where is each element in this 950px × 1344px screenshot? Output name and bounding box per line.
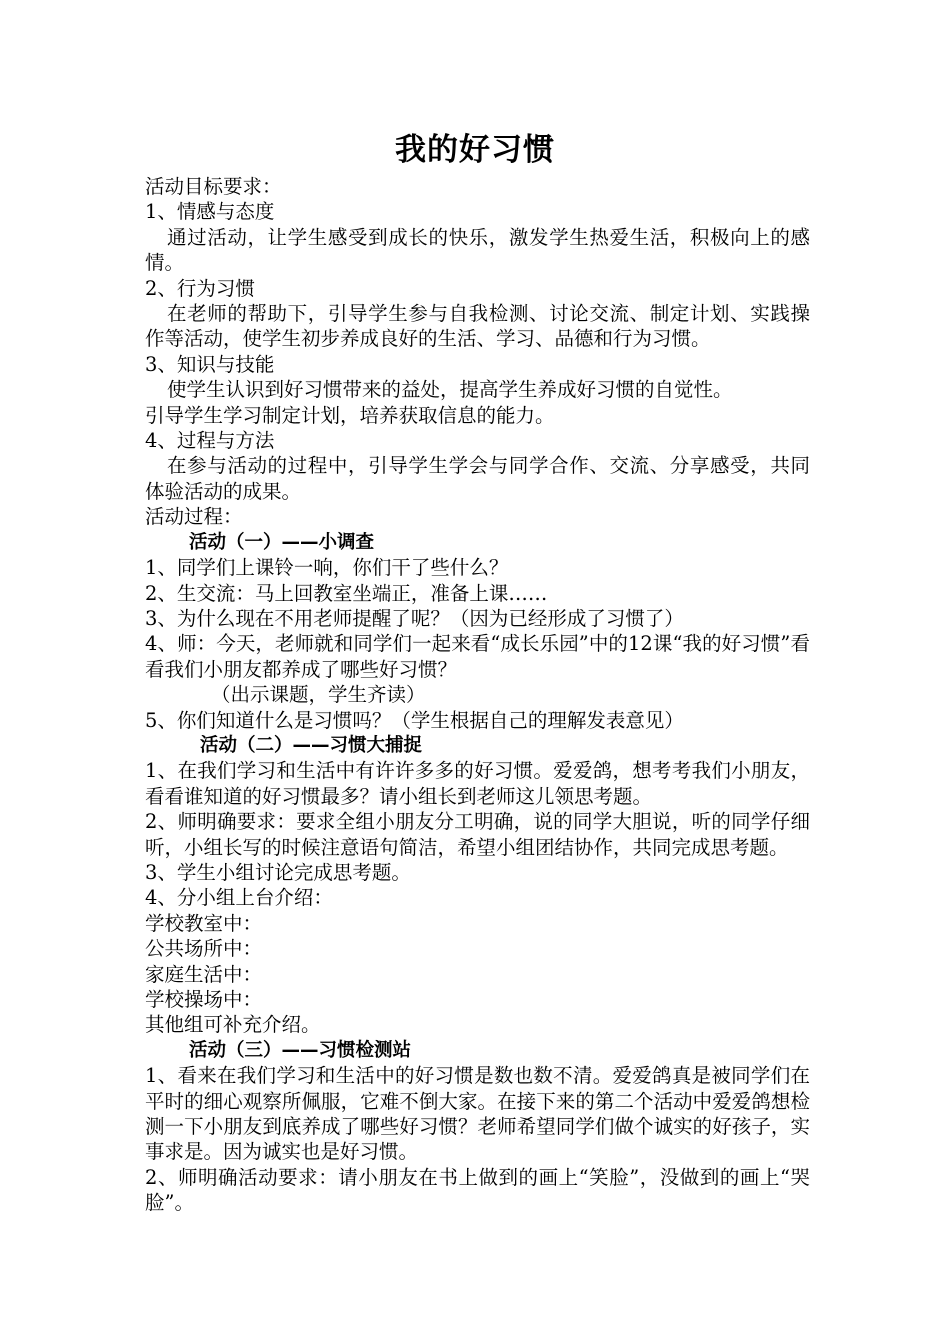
goal-paragraph: 引导学生学习制定计划，培养获取信息的能力。 xyxy=(145,403,555,427)
section-label: 活动目标要求： xyxy=(145,175,282,198)
goal-heading: 3、知识与技能 xyxy=(145,352,275,376)
activity-heading: 活动（二）——习惯大捕捉 xyxy=(200,734,423,756)
list-item: 学校教室中： xyxy=(145,911,263,935)
step-note: （出示课题，学生齐读） xyxy=(211,683,426,707)
document-body xyxy=(145,174,810,1216)
goal-heading: 1、情感与态度 xyxy=(145,200,275,224)
step-item: 3、学生小组讨论完成思考题。 xyxy=(145,860,411,884)
goal-heading: 2、行为习惯 xyxy=(145,276,255,300)
activity-heading: 活动（一）——小调查 xyxy=(189,531,375,553)
activity-heading: 活动（三）——习惯检测站 xyxy=(189,1039,412,1061)
step-item: 1、看来在我们学习和生活中的好习惯是数也数不清。爱爱鸽真是被同学们在平时的细心观察所佩服，它难不倒大家。在接下来的第二个活动中爱爱鸽想检测一下小朋友到底养成了哪些好习惯？老师希望同学们做个诚实的好孩子，实事求是。因为诚实也是好习惯。 xyxy=(145,1064,810,1164)
step-item: 2、师明确活动要求：请小朋友在书上做到的画上“笑脸”，没做到的画上“哭脸”。 xyxy=(145,1165,810,1215)
section-label: 活动过程： xyxy=(145,505,243,529)
step-item: 4、师：今天，老师就和同学们一起来看“成长乐园”中的12课“我的好习惯”看看我们小朋友都养成了哪些好习惯？ xyxy=(145,632,810,681)
step-item: 1、在我们学习和生活中有许许多多的好习惯。爱爱鸽，想考考我们小朋友，看看谁知道的好习惯最多？请小组长到老师这儿领思考题。 xyxy=(145,759,810,808)
step-item: 2、生交流：马上回教室坐端正，准备上课…… xyxy=(145,581,548,605)
goal-heading: 4、过程与方法 xyxy=(145,429,275,453)
goal-paragraph: 通过活动，让学生感受到成长的快乐，激发学生热爱生活，积极向上的感情。 xyxy=(145,225,810,275)
document-title: 我的好习惯 xyxy=(395,132,555,168)
step-item: 5、你们知道什么是习惯吗？（学生根据自己的理解发表意见） xyxy=(145,708,684,732)
step-item: 1、同学们上课铃一响，你们干了些什么？ xyxy=(145,556,509,580)
list-item: 家庭生活中： xyxy=(145,962,263,986)
step-item: 3、为什么现在不用老师提醒了呢？（因为已经形成了习惯了） xyxy=(145,606,684,630)
list-item: 公共场所中： xyxy=(145,937,263,961)
step-item: 2、师明确要求：要求全组小朋友分工明确，说的同学大胆说，听的同学仔细听，小组长写的时候注意语句简洁，希望小组团结协作，共同完成思考题。 xyxy=(145,810,810,859)
goal-paragraph: 在参与活动的过程中，引导学生学会与同学合作、交流、分享感受，共同体验活动的成果。 xyxy=(145,454,810,503)
list-item: 其他组可补充介绍。 xyxy=(145,1013,321,1037)
goal-paragraph: 在老师的帮助下，引导学生参与自我检测、讨论交流、制定计划、实践操作等活动，使学生初步养成良好的生活、学习、品德和行为习惯。 xyxy=(145,302,810,351)
goal-paragraph: 使学生认识到好习惯带来的益处，提高学生养成好习惯的自觉性。 xyxy=(167,378,733,402)
step-item: 4、分小组上台介绍： xyxy=(145,886,333,910)
list-item: 学校操场中： xyxy=(145,988,263,1011)
